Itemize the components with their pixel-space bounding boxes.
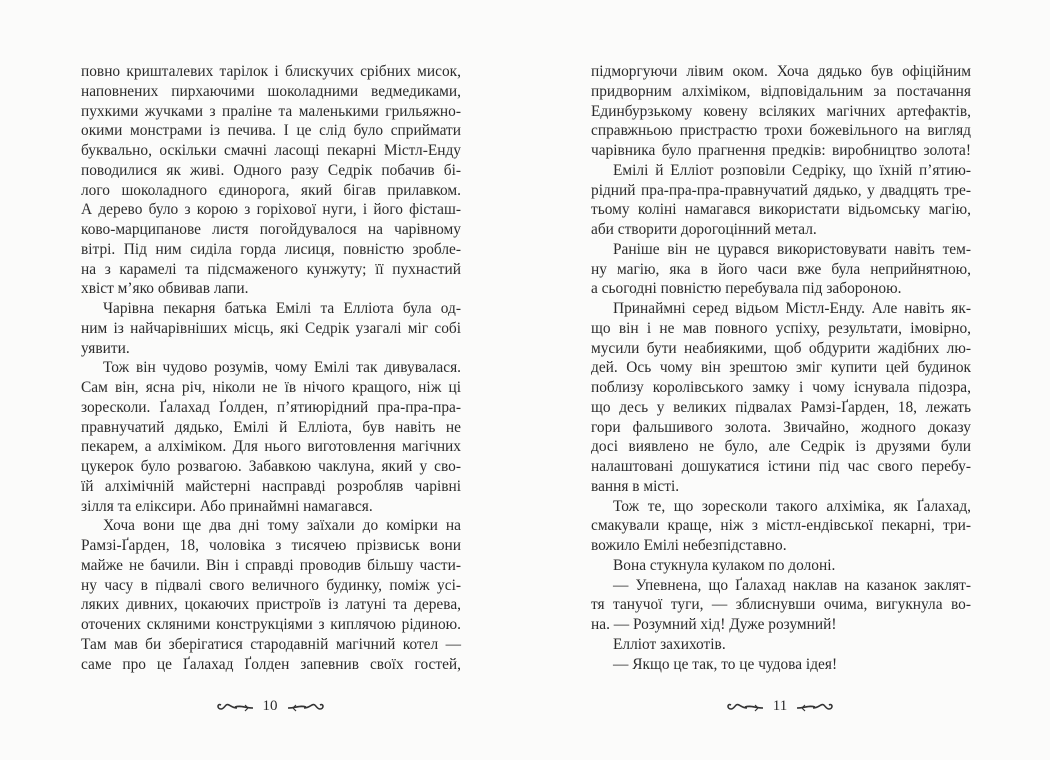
page-number: 10 [262,697,278,714]
text-line: Тож те, що зоресколи такого алхіміка, як Ґалахад, [613,497,971,515]
text-line: придворним алхіміком, відповідальним за постачання [591,82,971,100]
ornament-left-icon [215,699,255,713]
text-line: ним із найчарівніших місць, які Седрік узагалі міг собі [81,319,461,337]
text-line: пекарем, а алхіміком. Для нього виготовлення магічних [81,438,461,456]
text-line: досі виявлено не було, але Седрік із друзями були [591,438,971,456]
text-line: підморгуючи лівим оком. Хоча дядько був офіційним [591,63,971,80]
text-line: повно кришталевих тарілок і блискучих срібних мисок, [81,63,461,80]
text-line: окими монстрами із печива. І це слід було сприймати [81,122,461,140]
text-line: на з карамелі та підсмаженого кунжуту; її пухнастий [81,260,461,278]
text-line: Сам він, ясна річ, ніколи не їв нічого кращого, ніж ці [81,379,461,396]
text-line: Там мав би зберігатися стародавній магічний котел — [81,635,461,653]
text-line: вожило Емілі небезпідставно. [591,537,787,554]
text-line: Единбурзькому ковену всіляких магічних артефактів, [591,102,971,120]
text-line: А дерево було з корою з горіхової нуги, і його фісташ- [81,201,461,219]
text-line: саме про це Ґалахад Ґолден запевнив своїх гостей, [81,655,461,673]
text-line: правнучатий дядько, Емілі й Елліота, був навіть не [81,418,461,436]
text-line: тя танучої туги, — зблиснувши очима, вигукнула во- [591,596,971,614]
text-line: ну часу в підвалі свого величного будинку, поміж усі- [81,576,461,594]
text-line: Рамзі-Ґарден, 18, чоловіка з тисячею прізвиськ вони [81,537,461,554]
text-line: дей. Ось чому він зрештою зміг купити цей будинок [591,359,971,377]
right-page-text [591,62,971,674]
text-line: пухкими жучками з праліне та маленькими грильяжно- [81,102,461,120]
text-line: Принаймні серед відьом Містл-Енду. Але навіть як- [613,300,971,317]
text-line: зоресколи. Ґалахад Ґолден, п’ятиюрідний пра-пра-пра- [81,398,461,416]
text-line: уявити. [81,339,130,357]
text-line: Тож він чудово розумів, чому Емілі так дивувалася. [103,359,461,377]
text-line: лого шоколадного єдинорога, який бігав прилавком. [81,181,461,199]
text-line: вання в місті. [591,477,680,495]
text-line: поводилися як живі. Одного разу Седрік побачив бі- [81,161,461,179]
text-line: тьому коліні намагався використати відьомську магію, [591,201,971,219]
text-line: налаштовані дошукатися істини під час свого перебу- [591,458,971,475]
text-line: справжньою пристрастю трохи божевільного на вигляд [591,122,971,140]
text-line: майже не бачили. Він і справді проводив більшу части- [81,556,461,574]
ornament-right-icon [286,699,326,713]
text-line: що він і не мав повного успіху, результати, імовірно, [591,319,971,337]
text-line: чарівника було прагнення предків: виробництво золота! [591,142,971,159]
ornament-right-icon [795,699,835,713]
text-line: — Упевнена, що Ґалахад наклав на казанок заклят- [613,576,971,594]
left-page-text [81,62,461,674]
text-line: Раніше він не цурався використовувати навіть тем- [613,240,971,258]
text-line: мусили бути неабиякими, щоб обдурити жадібних лю- [591,339,971,357]
text-line: їй алхімічній майстерні насправді розробляв чарівні [81,477,461,495]
text-line: Емілі й Елліот розповіли Седріку, що їхній п’ятию- [613,161,971,179]
text-line: що десь у великих підвалах Рамзі-Ґарден, 18, лежать [591,398,971,416]
text-line: ляких дивних, цокаючих пристроїв із латуні та дерева, [81,596,461,614]
text-line: — Якщо це так, то це чудова ідея! [613,655,838,673]
text-line: Хоча вони ще два дні тому заїхали до комірки на [103,517,461,535]
text-line: ково-марципанове листя погойдувалося на чарівному [81,221,461,238]
text-line: наповнених пирхаючими шоколадними ведмедиками, [81,82,461,100]
page-number-footer-left [200,694,340,718]
text-line: зілля та еліксири. Або принаймні намагався. [81,497,373,515]
text-line: Елліот захихотів. [613,635,726,653]
text-line: рідний пра-пра-пра-правнучатий дядько, у двадцять тре- [591,181,971,199]
ornament-left-icon [725,699,765,713]
text-line: буквально, оскільки смачні ласощі пекарні Містл-Енду [81,142,461,159]
text-line: Вона стукнула кулаком по долоні. [613,556,836,574]
text-line: оточених скляними конструкціями з киплячою рідиною. [81,616,461,633]
text-line: аби створити дорогоцінний метал. [591,221,817,238]
text-line: Чарівна пекарня батька Емілі та Елліота була од- [103,300,461,317]
text-line: смакували краще, ніж з містл-ендівської пекарні, три- [591,517,971,535]
text-line: поблизу королівського замку і чому існувала підозра, [591,379,971,396]
text-line: а сьогодні повністю перебувала під забороною. [591,280,902,298]
text-line: цукерок було розвагою. Забавкою чаклуна, який у сво- [81,458,461,475]
text-line: хвіст м’яко обвивав лапи. [81,280,249,298]
text-line: вітрі. Під ним сиділа горда лисиця, повністю зробле- [81,240,461,258]
text-line: гори фальшивого золота. Звичайно, жодного доказу [591,418,971,436]
text-line: на. — Розумний хід! Дуже розумний! [591,616,837,633]
page-number-footer-right [710,694,850,718]
text-line: ну магію, яка в його часи вже була неприйнятною, [591,260,971,278]
page-number: 11 [772,697,788,714]
